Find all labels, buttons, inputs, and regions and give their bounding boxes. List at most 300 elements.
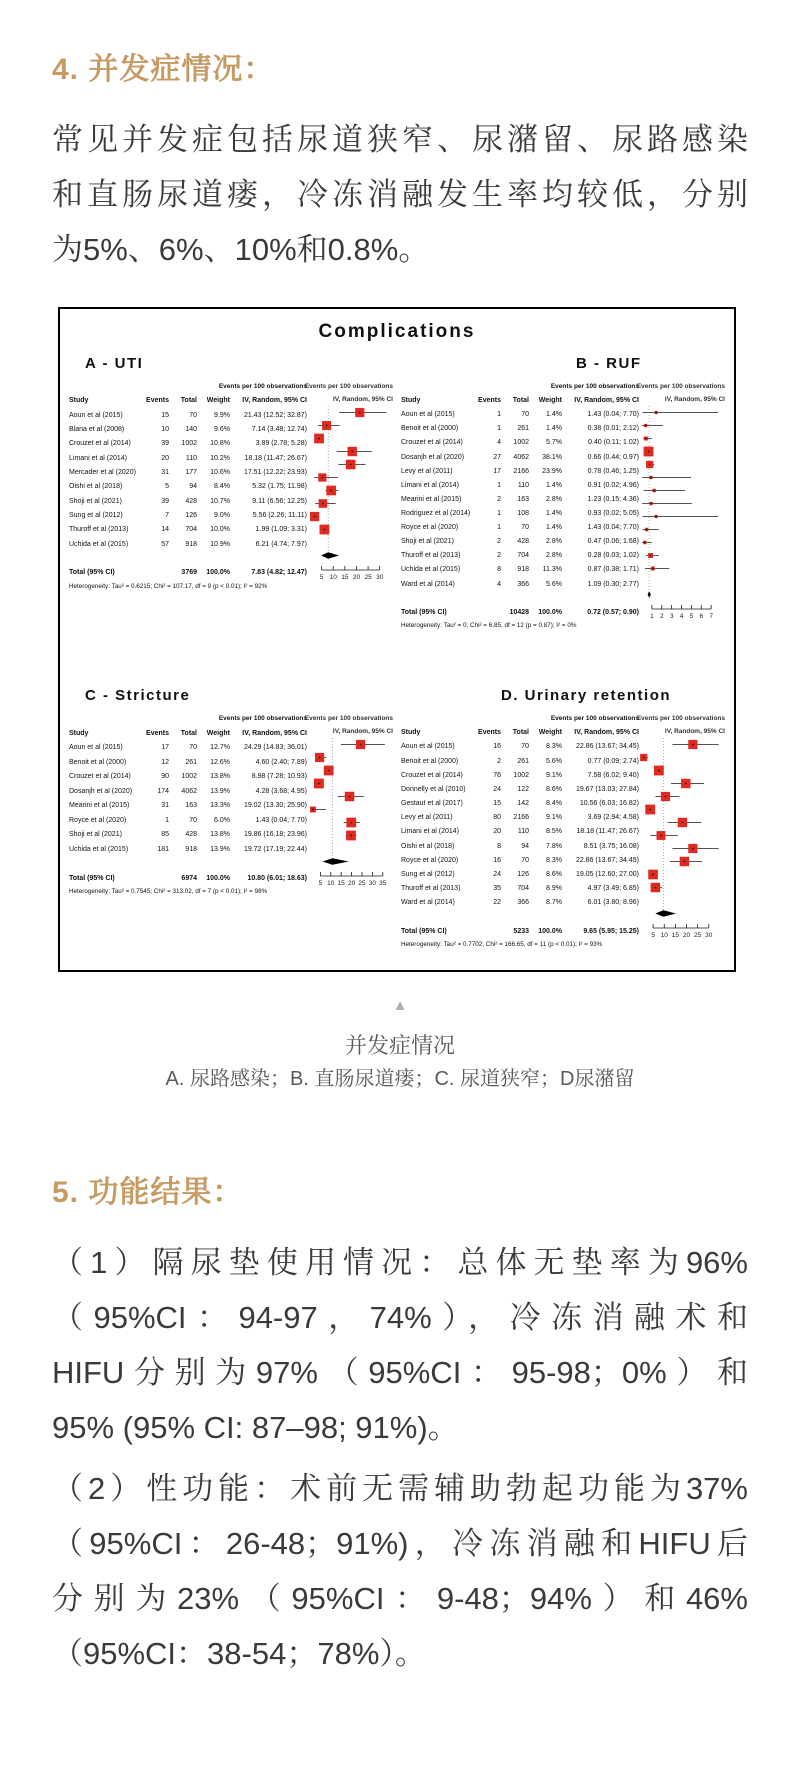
study-row-cell: Dosanjh et al (2020) — [401, 453, 465, 461]
study-row-cell: Oishi et al (2018) — [401, 842, 455, 850]
table-header-cell: Total — [512, 397, 529, 405]
study-row-cell: 16 — [493, 856, 501, 864]
study-row-cell: 2 — [497, 495, 501, 503]
axis-tick-label: 25 — [364, 574, 372, 581]
forest-table — [69, 380, 307, 594]
study-row-cell: Uchida et al (2015) — [69, 845, 129, 853]
study-row-cell: 366 — [517, 580, 529, 588]
study-row-cell: 9.1% — [546, 771, 562, 779]
study-row-cell: 1 — [165, 816, 169, 824]
study-row-cell: 17 — [161, 744, 169, 752]
study-row-cell: 5 — [165, 483, 169, 491]
total-row-cell — [143, 566, 169, 579]
study-row-cell: 70 — [521, 856, 529, 864]
study-row-cell: Crouzet et al (2014) — [69, 440, 131, 448]
study-row-cell: 38.1% — [542, 453, 562, 461]
study-row-cell: 21.43 (12.52; 32.87) — [243, 411, 307, 419]
study-row-cell: 108 — [517, 509, 529, 517]
caption-detail: A. 尿路感染；B. 直肠尿道瘘；C. 尿道狭窄；D尿潴留 — [165, 1068, 635, 1090]
study-row-cell: 12 — [161, 758, 169, 766]
forest-table — [69, 712, 307, 900]
table-header-cell: Study — [69, 729, 89, 737]
study-row-cell: Sung et al (2012) — [69, 511, 123, 519]
study-row-cell: 8.3% — [546, 856, 562, 864]
study-row-cell: 19.72 (17.19; 22.44) — [243, 845, 307, 853]
study-row-cell: 174 — [157, 787, 169, 795]
study-row-cell: 1 — [497, 481, 501, 489]
study-row-cell: 11.3% — [542, 566, 562, 574]
study-row-cell: 110 — [517, 481, 529, 489]
study-row-cell: 0.40 (0.11; 1.02) — [588, 439, 639, 447]
axis-tick-label: 1 — [650, 613, 654, 620]
study-row-cell: Rodriguez et al (2014) — [401, 509, 471, 517]
study-row-cell: 2166 — [513, 467, 529, 475]
study-row-cell: 140 — [185, 425, 197, 433]
table-header-cell: Total — [180, 397, 197, 405]
study-row-cell: 4 — [497, 439, 501, 447]
study-row-cell: 110 — [185, 454, 197, 462]
study-row-cell: 13.8% — [210, 831, 230, 839]
study-row-cell: 5.6% — [546, 757, 562, 765]
axis-tick-label: 20 — [682, 932, 691, 939]
study-row-cell: 2 — [497, 552, 501, 560]
study-row-cell: Levy et al (2011) — [401, 814, 453, 822]
study-row-cell: 70 — [521, 743, 529, 751]
study-row-cell: 122 — [517, 785, 529, 793]
plot-obs-header: Events per 100 observations — [636, 383, 725, 390]
study-row-cell: 19.02 (13.30; 25.90) — [243, 802, 307, 810]
study-row-cell: Benoit et al (2000) — [69, 758, 127, 766]
study-row-cell: Ward et al (2014) — [401, 899, 455, 907]
study-row-cell: Uchida et al (2015) — [69, 540, 129, 548]
axis-tick-label: 10 — [329, 574, 337, 581]
study-row-cell: 70 — [521, 411, 529, 419]
study-row-cell: Royce et al (2020) — [69, 816, 127, 824]
study-row-cell: Levy et al (2011) — [401, 467, 453, 475]
study-row-cell: 428 — [185, 497, 197, 505]
table-header-cell: Total — [512, 729, 529, 737]
total-row-cell: 100.0% — [206, 569, 230, 577]
study-row-cell: 5.32 (1.75; 11.98) — [252, 483, 307, 491]
study-row-cell: 0.91 (0.02; 4.96) — [587, 481, 639, 489]
total-row-cell: 100.0% — [538, 608, 562, 616]
study-row-cell: 22.86 (13.67; 34.45) — [575, 743, 639, 751]
spacer-row — [401, 910, 639, 923]
study-row-cell: 1.4% — [546, 524, 562, 532]
study-row-cell: 3.69 (2.94; 4.58) — [587, 814, 639, 822]
study-row-cell: 20 — [493, 828, 501, 836]
text-line: 分别为23%（95%CI：9-48；94%）和46% — [52, 1581, 748, 1616]
study-row-cell: 6.0% — [214, 816, 230, 824]
study-row-cell: 1.43 (0.04; 7.70) — [587, 524, 639, 532]
total-row-cell: 5233 — [513, 927, 529, 935]
study-row-cell: 14 — [161, 526, 169, 534]
text-line: 95% (95% CI: 87–98; 91%)。 — [52, 1410, 459, 1445]
study-row-cell: 90 — [161, 773, 169, 781]
table-header-cell: Events — [478, 729, 501, 737]
axis-tick-label: 20 — [352, 574, 361, 581]
study-row-cell: Thuroff et al (2013) — [401, 885, 461, 893]
panel-label: B - RUF — [576, 355, 642, 372]
study-row-cell: 18.18 (11.47; 26.67) — [576, 828, 639, 836]
study-row-cell: 18.18 (11.47; 26.67) — [244, 454, 307, 462]
study-row-cell: Gestaut et al (2017) — [401, 800, 463, 808]
forest-table — [401, 712, 639, 952]
forest-panels-grid — [69, 355, 725, 952]
study-row-cell: 10.56 (6.03; 16.82) — [579, 800, 639, 808]
total-row-cell — [475, 606, 501, 619]
axis-tick-label: 4 — [679, 613, 684, 620]
study-row-cell: 261 — [517, 425, 529, 433]
study-row-cell: 8.6% — [546, 870, 562, 878]
study-row-cell: 2 — [497, 757, 501, 765]
study-row-cell: 20 — [161, 454, 169, 462]
forest-panel — [69, 687, 393, 952]
study-row-cell: 8.51 (3.75; 16.08) — [583, 842, 639, 850]
study-row-cell: 918 — [517, 566, 529, 574]
table-header-cell: Events — [146, 397, 169, 405]
study-row-cell: 8 — [497, 566, 501, 574]
forest-panel — [401, 355, 725, 633]
heterogeneity-note: Heterogeneity: Tau² = 0.7702; Chi² = 166.65, df = 11 (p < 0.01); I² = 93% — [401, 940, 603, 948]
panel-label: D. Urinary retention — [501, 687, 672, 704]
study-row-cell: 0.78 (0.46; 1.25) — [587, 467, 639, 475]
text-line: （95%CI：26-48；91%)，冷冻消融和HIFU后 — [52, 1526, 748, 1561]
total-row-cell — [143, 872, 169, 885]
forest-panel — [69, 355, 393, 633]
axis-tick-label: 30 — [368, 880, 376, 887]
study-row-cell: 17 — [493, 467, 501, 475]
axis-tick-label: 15 — [337, 880, 345, 887]
study-row-cell: 1.43 (0.04; 7.70) — [587, 411, 639, 419]
axis-tick-label: 30 — [376, 574, 384, 581]
study-row-cell: 8.7% — [546, 899, 562, 907]
table-header-cell: IV, Random, 95% CI — [574, 729, 639, 737]
study-row-cell: Shoji et al (2021) — [69, 497, 122, 505]
study-row-cell: Royce et al (2020) — [401, 856, 459, 864]
study-row-cell: 70 — [189, 744, 197, 752]
study-row-cell: 8.9% — [546, 885, 562, 893]
study-row-cell: 4062 — [181, 787, 197, 795]
text-line: （1）隔尿垫使用情况：总体无垫率为96% — [52, 1245, 748, 1280]
study-row-cell: Aoun et al (2015) — [401, 411, 455, 419]
study-row-cell: 0.87 (0.38; 1.71) — [587, 566, 639, 574]
study-row-cell: 19.67 (13.03; 27.84) — [575, 785, 639, 793]
study-row-cell: 4 — [497, 580, 501, 588]
study-row-cell: 163 — [517, 495, 529, 503]
study-row-cell: 1002 — [181, 440, 197, 448]
study-row-cell: 918 — [185, 845, 197, 853]
total-row-cell: 7.83 (4.82; 12.47) — [251, 569, 307, 577]
text-line: （95%CI：94-97，74%），冷冻消融术和 — [52, 1300, 748, 1335]
panel-body — [401, 380, 725, 633]
study-row-cell: 31 — [161, 468, 169, 476]
total-row-cell — [475, 925, 501, 938]
study-row-cell: 94 — [189, 483, 197, 491]
study-row-cell: 366 — [517, 899, 529, 907]
axis-tick-label: 6 — [699, 613, 704, 620]
caption-title: 并发症情况 — [344, 1033, 455, 1058]
study-row-cell: 10.8% — [210, 440, 230, 448]
text-line: （2）性功能：术前无需辅助勃起功能为37% — [52, 1471, 748, 1506]
study-row-cell: 9.11 (6.56; 12.25) — [252, 497, 307, 505]
caption-arrow-up-icon: ▲ — [392, 997, 408, 1014]
study-row-cell: 19.05 (12.60; 27.00) — [575, 870, 639, 878]
text-line: HIFU分别为97%（95%CI：95-98；0%）和 — [52, 1355, 748, 1390]
table-header-obs — [69, 380, 307, 393]
study-row-cell: 428 — [517, 538, 529, 546]
study-row-cell: 1.23 (0.15; 4.36) — [587, 495, 639, 503]
study-row-cell: Aoun et al (2015) — [69, 411, 123, 419]
figure-caption — [52, 998, 748, 1095]
table-header-cell: IV, Random, 95% CI — [242, 729, 307, 737]
study-row-cell: 4.28 (3.68; 4.95) — [255, 787, 307, 795]
study-row-cell: Aoun et al (2015) — [401, 743, 455, 751]
study-row-cell: 13.9% — [210, 845, 230, 853]
study-row-cell: 0.38 (0.01; 2.12) — [587, 425, 639, 433]
study-row-cell: 13.3% — [210, 802, 230, 810]
table-header-cell: IV, Random, 95% CI — [242, 397, 307, 405]
study-row-cell: 1 — [497, 425, 501, 433]
study-row-cell: 8.4% — [214, 483, 230, 491]
axis-tick-label: 35 — [379, 880, 387, 887]
study-row-cell: 10.2% — [210, 454, 230, 462]
study-row-cell: 10.9% — [210, 540, 230, 548]
section5-paragraph-1 — [52, 1235, 748, 1455]
study-row-cell: 4062 — [513, 453, 529, 461]
plot-obs-header: Events per 100 observations — [304, 715, 393, 722]
study-row-cell: 12.6% — [210, 758, 230, 766]
study-row-cell: 1.09 (0.30; 2.77) — [587, 580, 639, 588]
obs-header-label: Events per 100 observations — [550, 715, 639, 722]
study-row-cell: 8.98 (7.28; 10.93) — [251, 773, 307, 781]
study-row-cell: Crouzet et al (2014) — [69, 773, 131, 781]
panel-body — [401, 712, 725, 952]
study-row-cell: 0.28 (0.03; 1.02) — [587, 552, 639, 560]
study-row-cell: 7.58 (6.02; 9.40) — [587, 771, 639, 779]
study-row-cell: Limani et al (2014) — [401, 481, 459, 489]
study-row-cell: 12.7% — [210, 744, 230, 752]
study-row-cell: 27 — [493, 453, 501, 461]
study-row-cell: Aoun et al (2015) — [69, 744, 123, 752]
study-row-cell: 110 — [517, 828, 529, 836]
study-row-cell: 70 — [521, 524, 529, 532]
study-row-cell: Shoji et al (2021) — [401, 538, 454, 546]
axis-tick-label: 2 — [659, 613, 664, 620]
study-row-cell: 6.21 (4.74; 7.97) — [255, 540, 307, 548]
study-row-cell: 80 — [493, 814, 501, 822]
axis-tick-label: 7 — [709, 613, 713, 620]
table-header-cell: Study — [69, 397, 89, 405]
study-row-cell: 918 — [185, 540, 197, 548]
study-row-cell: 1002 — [181, 773, 197, 781]
total-diamond — [648, 591, 651, 597]
study-row-cell: 8.5% — [546, 828, 562, 836]
plot-model-header: IV, Random, 95% CI — [664, 728, 725, 735]
forest-plot-svg — [307, 738, 393, 900]
study-row-cell: 428 — [185, 831, 197, 839]
panel-label: C - Stricture — [85, 687, 191, 704]
axis-tick-label: 30 — [705, 932, 713, 939]
study-row-cell: 39 — [161, 440, 169, 448]
total-row-cell: 3769 — [181, 569, 197, 577]
study-row-cell: 76 — [493, 771, 501, 779]
table-header-cell: Weight — [538, 729, 562, 737]
total-row-cell: 100.0% — [206, 874, 230, 882]
study-row-cell: 94 — [521, 842, 529, 850]
table-header-cell: Weight — [206, 397, 230, 405]
axis-tick-label: 5 — [689, 613, 694, 620]
axis-tick-label: 15 — [671, 932, 679, 939]
study-row-cell: Ward et al (2014) — [401, 580, 455, 588]
forest-plot — [304, 380, 393, 594]
study-row-cell: Crouzet et al (2014) — [401, 771, 463, 779]
panel-body — [69, 712, 393, 900]
axis-tick-label: 25 — [694, 932, 702, 939]
total-diamond — [322, 858, 348, 864]
study-row-cell: 1.43 (0.04; 7.70) — [255, 816, 307, 824]
study-row-cell: 1 — [497, 509, 501, 517]
study-row-cell: 24 — [493, 785, 501, 793]
study-row-cell: Limani et al (2014) — [69, 454, 127, 462]
axis-tick-label: 20 — [347, 880, 356, 887]
study-row-cell: Thuroff et al (2013) — [401, 552, 461, 560]
study-row-cell: 0.77 (0.09; 2.74) — [587, 757, 639, 765]
study-row-cell: 7.14 (3.48; 12.74) — [251, 425, 307, 433]
section4-heading: 4. 并发症情况： — [52, 53, 275, 86]
study-row-cell: 2.8% — [546, 495, 562, 503]
complications-figure[interactable] — [58, 307, 736, 972]
forest-panel — [401, 687, 725, 952]
study-row-cell: Mearini et al (2015) — [69, 802, 130, 810]
table-header-obs — [401, 380, 639, 393]
study-row-cell: 704 — [517, 552, 529, 560]
study-row-cell: 70 — [189, 816, 197, 824]
axis-tick-label: 10 — [327, 880, 335, 887]
total-row-cell: Total (95% CI) — [401, 608, 447, 616]
obs-header-label: Events per 100 observations — [218, 383, 307, 390]
axis-tick-label: 5 — [318, 880, 323, 887]
study-row-cell: 177 — [185, 468, 197, 476]
study-row-cell: 9.6% — [214, 425, 230, 433]
total-row-cell: 100.0% — [538, 927, 562, 935]
table-header-cell: Study — [401, 729, 421, 737]
study-row-cell: 1002 — [513, 771, 529, 779]
text-line: 为5%、6%、10%和0.8%。 — [52, 232, 430, 267]
study-row-cell: 6.01 (3.80; 8.96) — [587, 899, 639, 907]
study-row-cell: Limani et al (2014) — [401, 828, 459, 836]
study-row-cell: 1 — [497, 411, 501, 419]
total-diamond — [321, 552, 339, 558]
study-row-cell: 261 — [185, 758, 197, 766]
study-row-cell: 7 — [165, 511, 169, 519]
section4-paragraph — [52, 112, 748, 277]
table-header-cell: Study — [401, 397, 421, 405]
total-diamond — [655, 910, 676, 916]
study-row-cell: 1.4% — [546, 411, 562, 419]
heterogeneity-note: Heterogeneity: Tau² = 0.7545; Chi² = 313.02, df = 7 (p < 0.01); I² = 98% — [69, 888, 268, 896]
forest-plot — [636, 380, 725, 633]
study-row-cell: Uchida et al (2015) — [401, 566, 461, 574]
study-row-cell: 1002 — [513, 439, 529, 447]
study-row-cell: 8.4% — [546, 800, 562, 808]
study-row-cell: 1 — [497, 524, 501, 532]
forest-plot — [304, 712, 393, 900]
study-row-cell: 13.8% — [210, 773, 230, 781]
study-row-cell: 16 — [493, 743, 501, 751]
section5 — [52, 1167, 748, 1681]
study-row-cell: 39 — [161, 497, 169, 505]
plot-obs-header: Events per 100 observations — [304, 383, 393, 390]
spacer-row — [69, 857, 307, 870]
study-row-cell: 0.47 (0.06; 1.68) — [587, 538, 639, 546]
spacer-row — [69, 552, 307, 565]
forest-plot-svg — [639, 406, 725, 633]
text-line: 和直肠尿道瘘，冷冻消融发生率均较低，分别 — [52, 177, 748, 212]
study-row-cell: 22 — [493, 899, 501, 907]
study-row-cell: 2.8% — [546, 552, 562, 560]
total-row-cell: Total (95% CI) — [69, 569, 115, 577]
plot-model-header: IV, Random, 95% CI — [664, 396, 725, 403]
study-row-cell: 1.4% — [546, 425, 562, 433]
study-row-cell: 4.97 (3.49; 6.85) — [587, 885, 639, 893]
study-row-cell: 3.89 (2.78; 5.28) — [255, 440, 307, 448]
total-row-cell: Total (95% CI) — [69, 874, 115, 882]
study-row-cell: 35 — [493, 885, 501, 893]
study-row-cell: 1.4% — [546, 509, 562, 517]
study-row-cell: 15 — [161, 411, 169, 419]
study-row-cell: 8.3% — [546, 743, 562, 751]
study-row-cell: 2 — [497, 538, 501, 546]
study-row-cell: 19.86 (16.18; 23.96) — [243, 831, 307, 839]
panel-label: A - UTI — [85, 355, 144, 372]
study-row-cell: 23.9% — [542, 467, 562, 475]
forest-plot-svg — [639, 738, 725, 952]
axis-tick-label: 25 — [358, 880, 366, 887]
study-row-cell: 142 — [517, 800, 529, 808]
study-row-cell: Shoji et al (2021) — [69, 831, 122, 839]
study-row-cell: Oishi et al (2018) — [69, 483, 123, 491]
study-row-cell: 5.7% — [546, 439, 562, 447]
axis-tick-label: 10 — [660, 932, 668, 939]
section5-paragraph-2 — [52, 1461, 748, 1681]
heterogeneity-note: Heterogeneity: Tau² = 0; Chi² = 6.85, df = 12 (p = 0.87); I² = 0% — [401, 621, 577, 629]
total-row-cell: 10428 — [509, 608, 529, 616]
study-row-cell: 9.1% — [546, 814, 562, 822]
study-row-cell: 22.86 (13.67; 34.45) — [575, 856, 639, 864]
study-row-cell: 57 — [161, 540, 169, 548]
study-row-cell: 7.8% — [546, 842, 562, 850]
study-row-cell: 5.6% — [546, 580, 562, 588]
study-row-cell: 181 — [157, 845, 169, 853]
study-row-cell: 8 — [497, 842, 501, 850]
study-row-cell: 8.6% — [546, 785, 562, 793]
study-row-cell: 4.60 (2.40; 7.89) — [255, 758, 307, 766]
study-row-cell: Crouzet et al (2014) — [401, 439, 463, 447]
forest-plot-svg — [307, 406, 393, 594]
table-header-cell: Events — [478, 397, 501, 405]
forest-table — [401, 380, 639, 633]
study-row-cell: 24.29 (14.83; 36.01) — [243, 744, 307, 752]
panel-body — [69, 380, 393, 594]
study-row-cell: Benoit et al (2000) — [401, 425, 459, 433]
plot-model-header: IV, Random, 95% CI — [332, 396, 393, 403]
table-header-obs — [69, 712, 307, 725]
study-row-cell: 9.0% — [214, 511, 230, 519]
total-row-cell: Total (95% CI) — [401, 927, 447, 935]
table-header-cell: IV, Random, 95% CI — [574, 397, 639, 405]
table-header-obs — [401, 712, 639, 725]
